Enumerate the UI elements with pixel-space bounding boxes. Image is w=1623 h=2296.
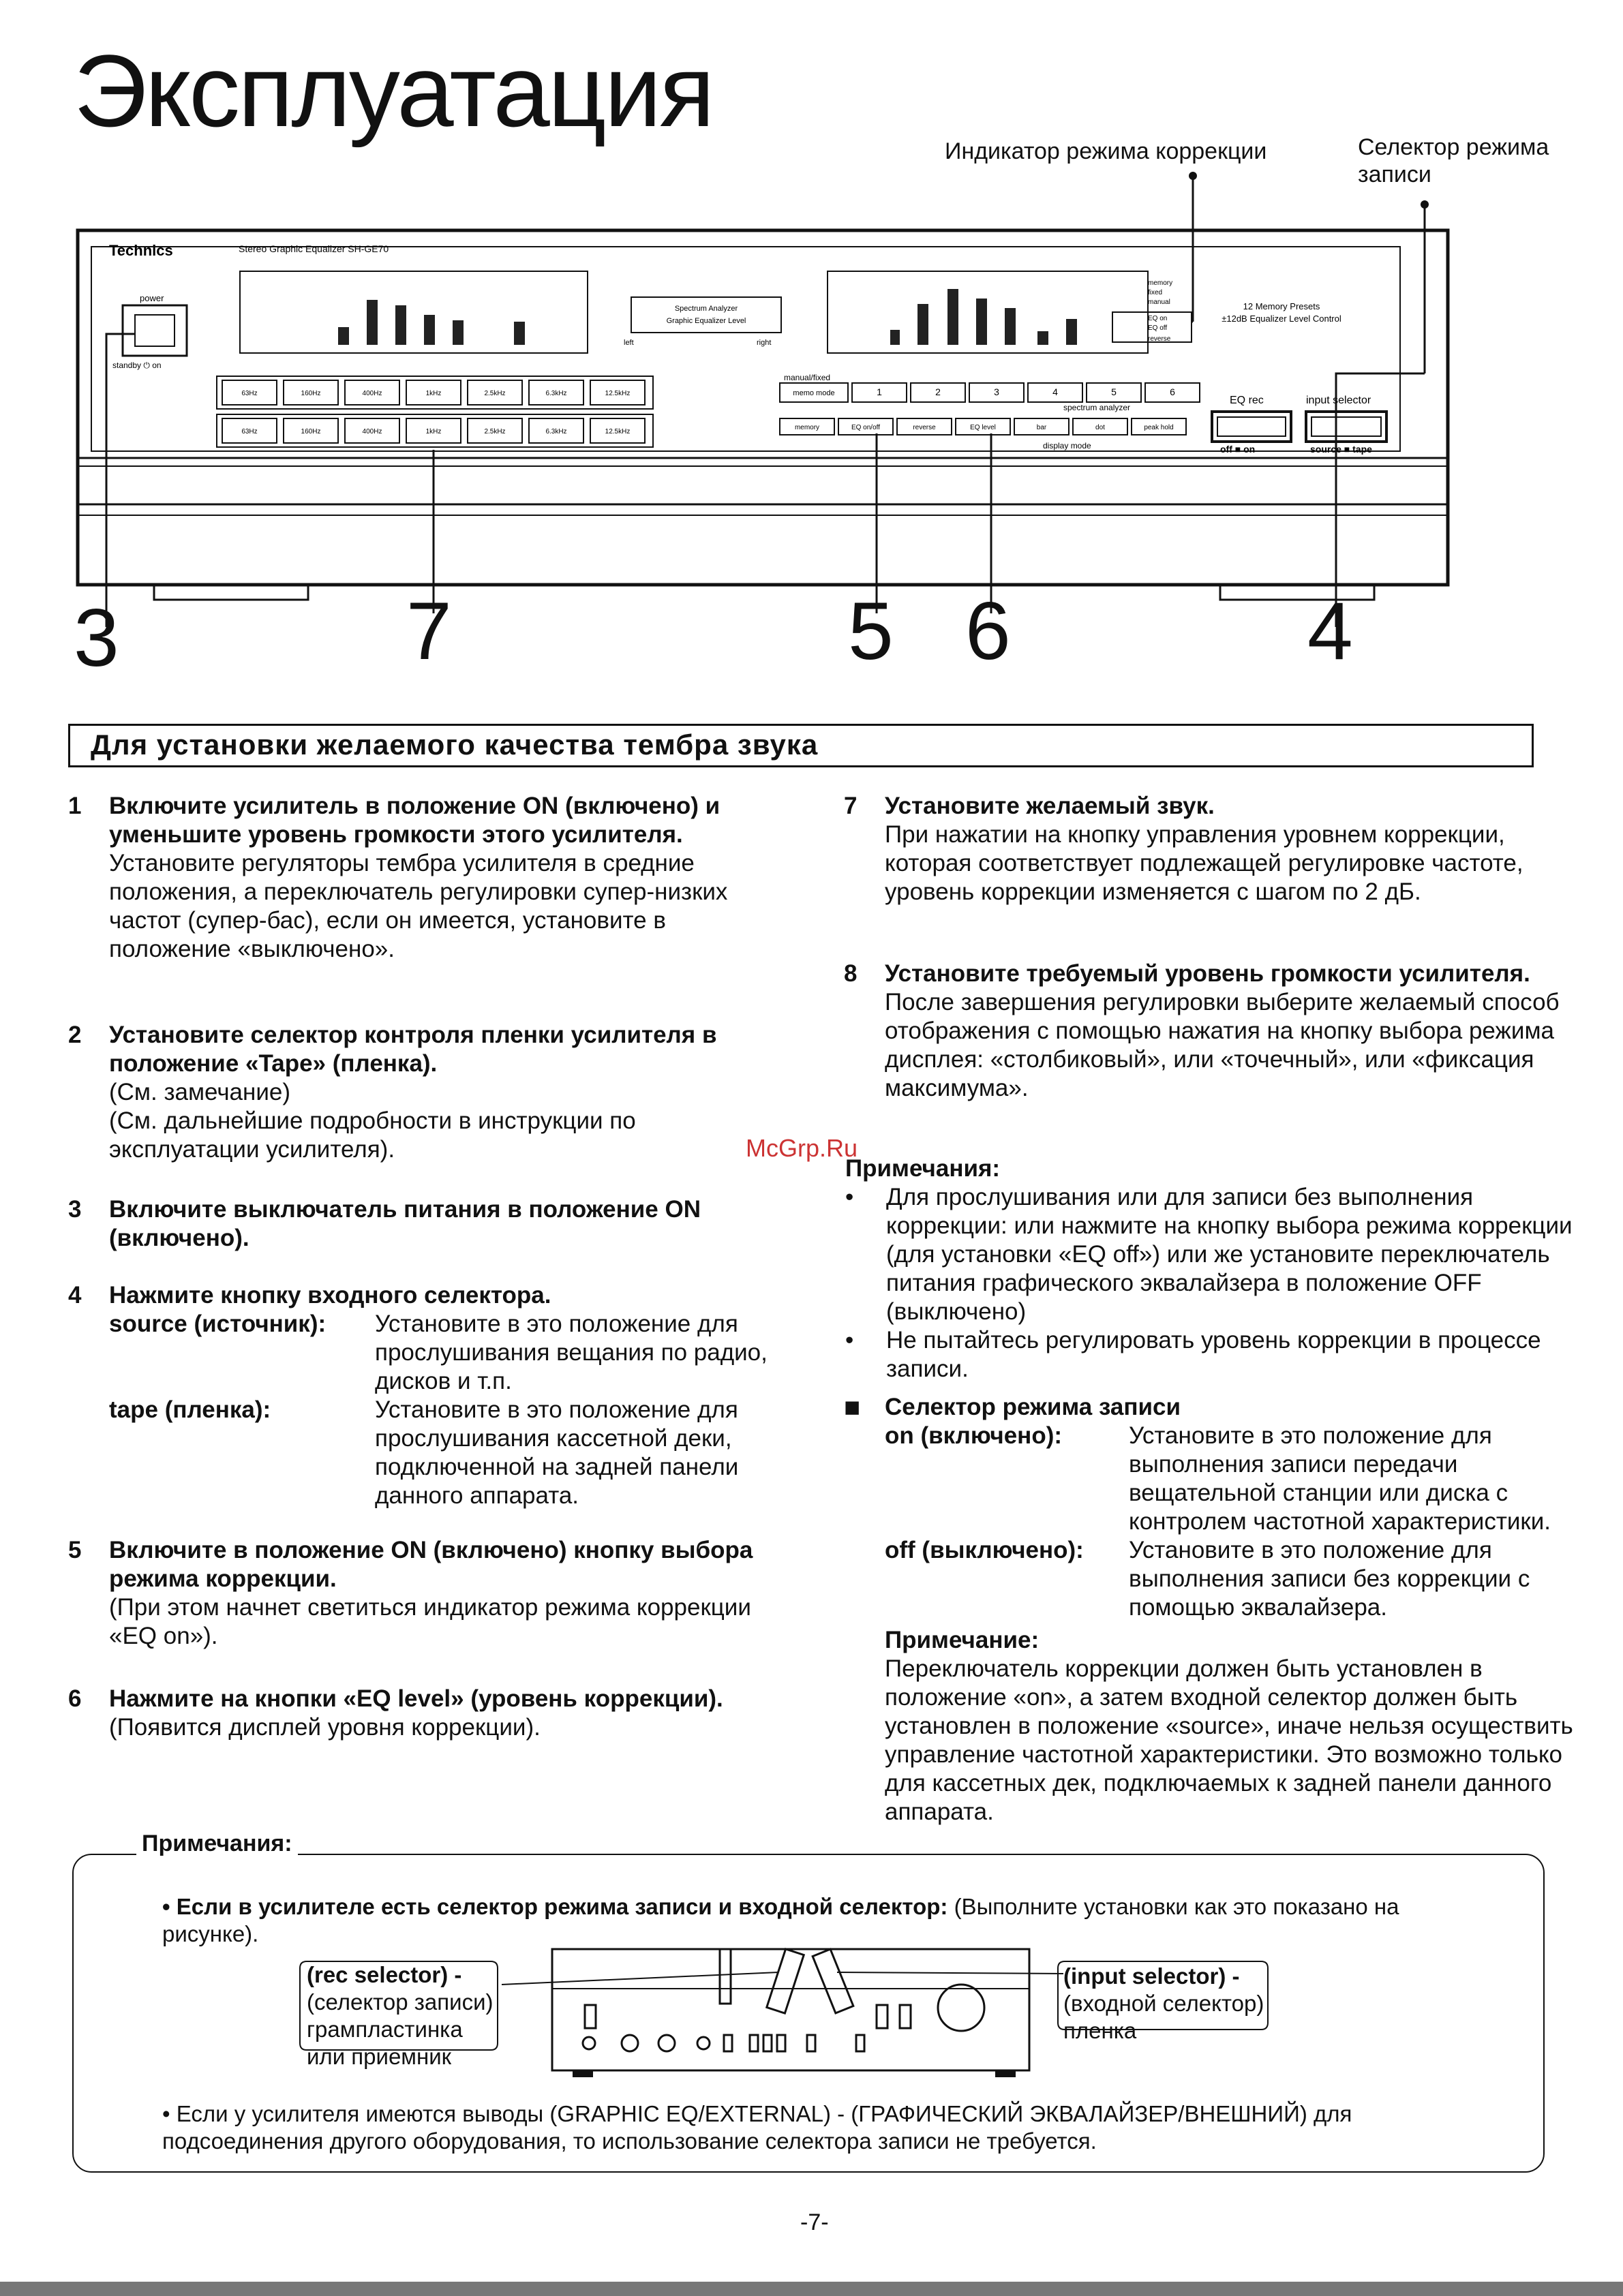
page-number: -7- <box>800 2209 829 2235</box>
label-number-6: 6 <box>965 585 1011 677</box>
presets-text-1: 12 Memory Presets <box>1243 301 1320 311</box>
mode-button-3-label: EQ level <box>970 424 996 431</box>
memory-button-4-label: 4 <box>1052 386 1058 397</box>
eq-up-6-label: 12.5kHz <box>605 390 631 397</box>
eq-up-4-label: 2.5kHz <box>484 390 506 397</box>
eq-up-3-label: 1kHz <box>425 390 442 397</box>
notes-right: Примечания: • Для прослушивания или для записи без выполнения коррекции: или нажмите на кнопку выбора режима коррекции (для установки «EQ off») или же установите переключатель питания графического эквалайзера в положение OFF (выключено) • Не пытайтесь регулировать уровень коррекции в процессе записи. <box>845 1155 1573 1382</box>
step-7: 7 Установите желаемый звук. При нажатии на кнопку управления уровнем коррекции, которая соответствует подлежащей регулировке частоте, уровень коррекции изменяется с шагом по 2 дБ. <box>844 793 1523 905</box>
bottom-note-1: • Если в усилителе есть селектор режима записи и входной селектор: (Выполните установки как это показано на рисунке). <box>162 1894 1399 1946</box>
display-text-1: Spectrum Analyzer <box>674 305 738 313</box>
mode-button-6-label: peak hold <box>1144 424 1174 431</box>
rec-selector-section: ■ Селектор режима записи on (включено): Установите в это положение для выполнения записи передачи вещательной станции или диска с контролем частотной характеристики. off (выключено): Установите в это положение для выполнения записи без коррекции с помощью эквалайзера. Примечание: Переключатель коррекции должен быть установлен в положение «on», а затем входной селектор должен быть установлен в положение «source», иначе нельзя осуществить управление частотной характеристики. Это возможно только для кассетных дек, подключаемых к задней панели данного аппарата. <box>844 1392 1573 1825</box>
source-tape-label: source ■ tape <box>1310 444 1372 455</box>
power-button[interactable] <box>123 305 187 356</box>
power-label: power <box>140 293 164 303</box>
eq-up-0-label: 63Hz <box>241 390 258 397</box>
memory-button-1-label: 1 <box>877 386 882 397</box>
svg-text:manual: manual <box>1148 299 1170 306</box>
right-display <box>828 271 1148 353</box>
right-channel-label: right <box>757 339 772 347</box>
memory-button-0-label: memo mode <box>793 389 835 397</box>
mode-button-0-label: memory <box>794 424 820 431</box>
mode-button-4-label: bar <box>1036 424 1047 431</box>
memory-button-5-label: 5 <box>1111 386 1117 397</box>
callout-rec-selector: Селектор режима записи <box>1358 134 1549 187</box>
eq-down-0-label: 63Hz <box>241 428 258 435</box>
memory-button-6-label: 6 <box>1170 386 1175 397</box>
input-selector-switch[interactable] <box>1306 412 1386 442</box>
eq-down-5-label: 6.3kHz <box>545 428 567 435</box>
eq-down-3-label: 1kHz <box>425 428 442 435</box>
presets-text-2: ±12dB Equalizer Level Control <box>1222 313 1341 324</box>
step-2: 2 Установите селектор контроля пленки усилителя в положение «Tape» (пленка). (См. замечание) (См. дальнейшие подробности в инструкции по эксплуатации усилителя). <box>68 1022 717 1163</box>
label-number-7: 7 <box>406 585 452 677</box>
brand-label: Technics <box>109 242 173 259</box>
bottom-notes-title: Примечания: <box>136 1831 298 1857</box>
eq-down-4-label: 2.5kHz <box>484 428 506 435</box>
label-number-4: 4 <box>1307 585 1353 677</box>
page-title: Эксплуатация <box>74 33 713 148</box>
svg-text:fixed: fixed <box>1148 289 1163 296</box>
mode-button-5-label: dot <box>1095 424 1105 431</box>
memory-button-2-label: 2 <box>935 386 941 397</box>
input-selector-callout: (input selector) - (входной селектор) пленка <box>1063 1963 1264 2043</box>
svg-text:EQ off: EQ off <box>1148 324 1168 332</box>
display-text-2: Graphic Equalizer Level <box>666 317 746 325</box>
step-3: 3 Включите выключатель питания в положение ON (включено). <box>68 1196 701 1251</box>
svg-text:EQ on: EQ on <box>1148 315 1168 322</box>
section-title: Для установки желаемого качества тембра звука <box>91 729 819 761</box>
input-selector-label: input selector <box>1306 395 1371 406</box>
mode-button-2-label: reverse <box>913 424 936 431</box>
svg-text:reverse: reverse <box>1148 335 1171 343</box>
watermark: McGrp.Ru <box>746 1134 858 1162</box>
callout-eq-indicator: Индикатор режима коррекции <box>945 138 1267 164</box>
eq-up-1-label: 160Hz <box>301 390 321 397</box>
display-mode-label: display mode <box>1043 441 1091 450</box>
off-on-label: off ■ on <box>1220 444 1256 455</box>
left-channel-label: left <box>624 339 634 347</box>
eq-rec-label: EQ rec <box>1230 395 1264 406</box>
bottom-note-2: • Если у усилителя имеются выводы (GRAPHIC EQ/EXTERNAL) - (ГРАФИЧЕСКИЙ ЭКВАЛАЙЗЕР/ВНЕШНИЙ) для подсоединения другого оборудования, то использование селектора записи не требуется. <box>162 2101 1352 2154</box>
manual-fixed-label: manual/fixed <box>784 373 831 382</box>
eq-rec-switch[interactable] <box>1212 412 1291 442</box>
footer-bar <box>0 2282 1623 2296</box>
eq-down-2-label: 400Hz <box>362 428 382 435</box>
device-illustration <box>0 164 1623 682</box>
eq-up-2-label: 400Hz <box>362 390 382 397</box>
eq-up-5-label: 6.3kHz <box>545 390 567 397</box>
eq-down-1-label: 160Hz <box>301 428 321 435</box>
svg-text:memory: memory <box>1148 279 1173 287</box>
rec-selector-callout: (rec selector) - (селектор записи) грампластинка или приемник <box>307 1962 494 2069</box>
step-4: 4 Нажмите кнопку входного селектора. source (источник): Установите в это положение для прослушивания вещания по радио, дисков и т.п. tape (пленка): Установите в это положение для прослушивания кассетной деки, подключенной на задней панели данного аппарата. <box>68 1282 768 1509</box>
left-display <box>240 271 588 353</box>
label-number-5: 5 <box>848 585 894 677</box>
spectrum-analyzer-label: spectrum analyzer <box>1063 403 1131 412</box>
mode-button-1-label: EQ on/off <box>851 424 881 431</box>
step-1: 1 Включите усилитель в положение ON (включено) и уменьшите уровень громкости этого усилителя. Установите регуляторы тембра усилителя в средние положения, а переключатель регулировки супер-низких частот (супер-бас), если он имеется, установите в положение «выключено». <box>68 793 728 962</box>
section-title-bar <box>68 724 1534 767</box>
model-label: Stereo Graphic Equalizer SH-GE70 <box>239 243 389 254</box>
eq-down-6-label: 12.5kHz <box>605 428 631 435</box>
label-number-3: 3 <box>74 592 119 684</box>
step-5: 5 Включите в положение ON (включено) кнопку выбора режима коррекции. (При этом начнет светиться индикатор режима коррекции «EQ on»). <box>68 1537 753 1649</box>
memory-button-3-label: 3 <box>994 386 999 397</box>
step-8: 8 Установите требуемый уровень громкости усилителя. После завершения регулировки выберите желаемый способ отображения с помощью нажатия на кнопку выбора режима дисплея: «столбиковый», или «точечный», или «фиксация максимума». <box>844 960 1560 1101</box>
standby-label: standby ⏻ on <box>112 361 162 370</box>
step-6: 6 Нажмите на кнопки «EQ level» (уровень коррекции). (Появится дисплей уровня коррекции). <box>68 1685 723 1741</box>
